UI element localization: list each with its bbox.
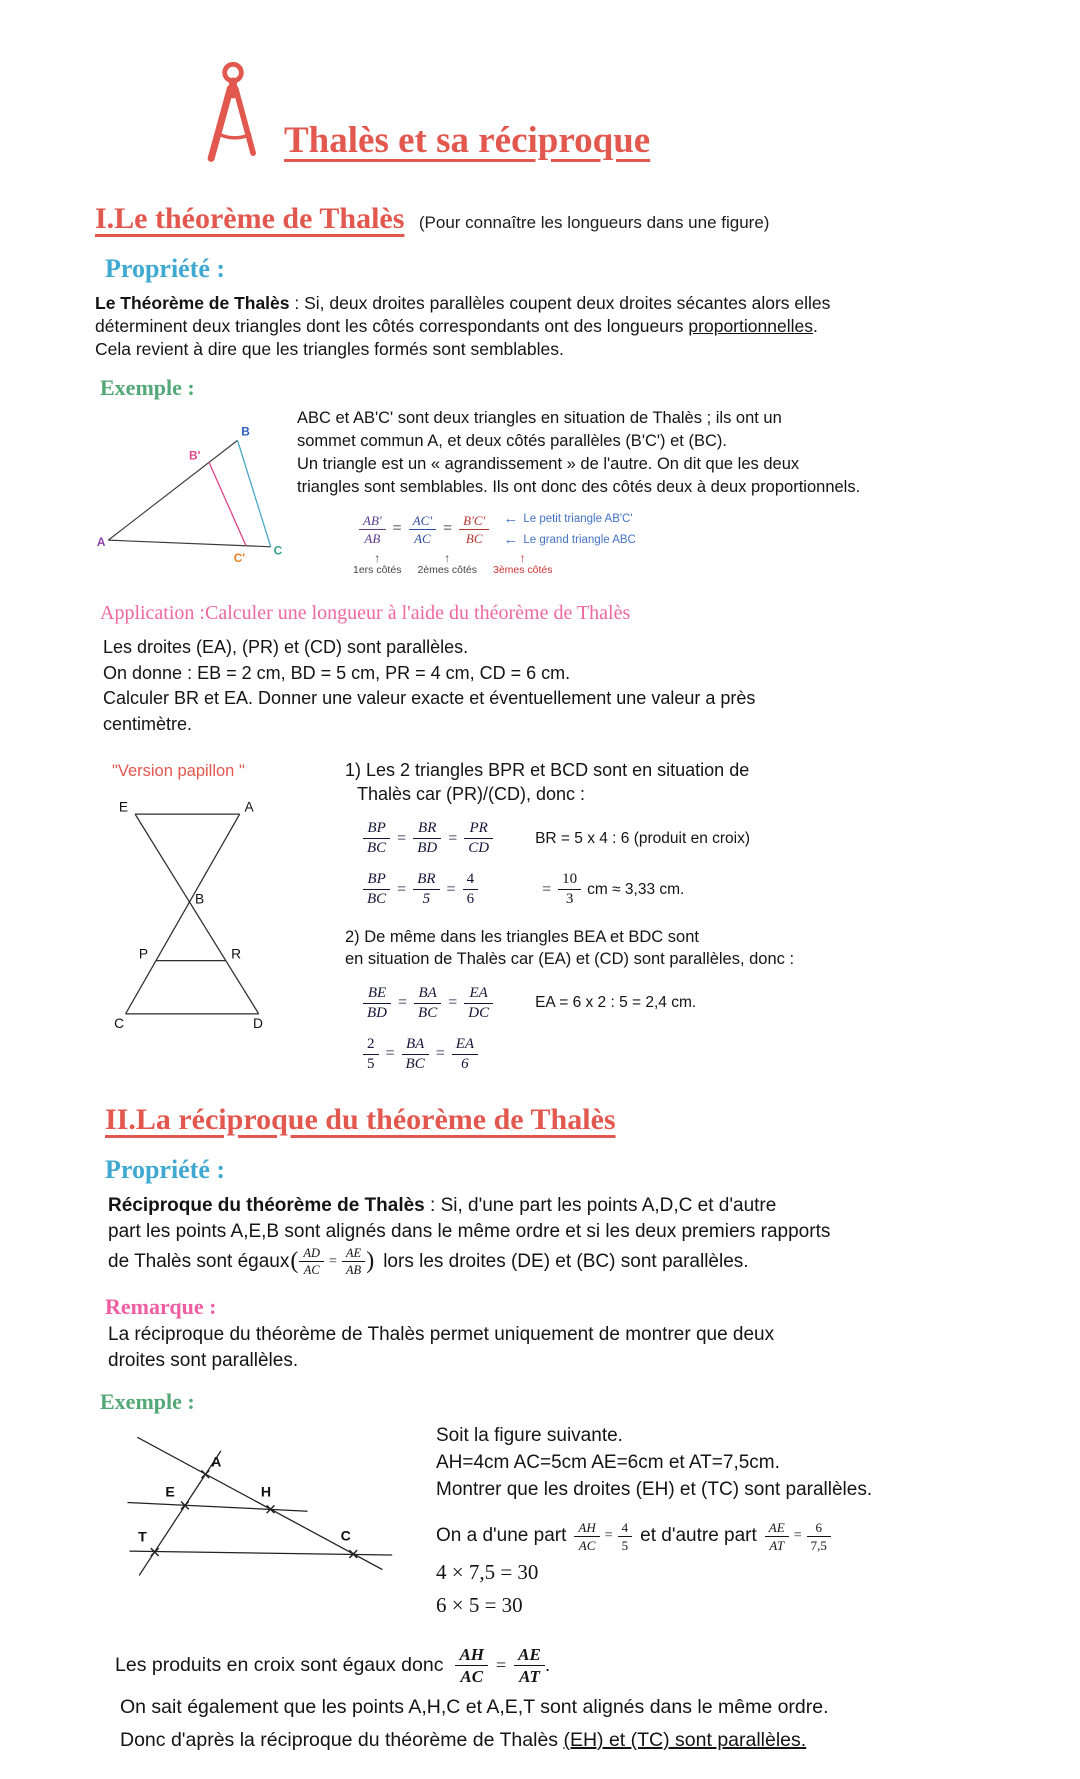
- point-label-b: B: [241, 424, 250, 439]
- equals-sign: =: [446, 880, 456, 898]
- calc1-result: [535, 871, 794, 908]
- fraction: [463, 871, 479, 908]
- cote-text: 3èmes côtés: [492, 564, 553, 577]
- text-line: 1) Les 2 triangles BPR et BCD sont en situation de: [345, 759, 750, 780]
- text-span: déterminent deux triangles dont les côtés correspondants ont des longueurs: [95, 316, 689, 337]
- numerator: AB': [359, 513, 386, 530]
- denominator: BC: [405, 1055, 425, 1072]
- point-label-c: C: [273, 543, 283, 558]
- numerator: BR: [413, 820, 441, 839]
- reciprocal-text-column: [436, 1423, 872, 1620]
- cross-product-2: 6 × 5 = 30: [436, 1592, 523, 1617]
- calc1-block: [363, 820, 794, 908]
- text-line: Les droites (EA), (PR) et (CD) sont parallèles.: [103, 637, 469, 658]
- cote-text: 1ers côtés: [353, 564, 402, 577]
- denominator: AC: [460, 1667, 484, 1687]
- text-line: [95, 292, 1080, 315]
- triangle-example-text: [297, 407, 860, 576]
- compass-icon-svg: [198, 56, 268, 168]
- point-label-b: B: [195, 891, 205, 907]
- denominator: BC: [367, 840, 387, 857]
- denominator: AC: [303, 1263, 320, 1278]
- cote-label-3: [493, 552, 553, 576]
- fraction-6-75: [807, 1520, 831, 1553]
- equals-sign: =: [329, 1253, 337, 1269]
- thales-ratio-formula: [353, 510, 860, 577]
- ratio-row: [359, 510, 860, 548]
- compass-arc: [216, 133, 249, 138]
- equals-sign: =: [604, 1528, 613, 1544]
- denominator: 6: [466, 891, 475, 908]
- text-line: ABC et AB'C' sont deux triangles en situation de Thalès ; ils ont un: [297, 409, 782, 428]
- theorem-name: Le Théorème de Thalès: [95, 293, 290, 313]
- calculation-column: [345, 758, 794, 1077]
- segment-ed: [135, 814, 259, 1014]
- line-eh: [127, 1502, 307, 1511]
- numerator: BR: [413, 871, 439, 890]
- text-span: Donc d'après la réciproque du théorème de Thalès: [120, 1729, 564, 1752]
- text-line: Calculer BR et EA. Donner une valeur exacte et éventuellement une valeur a près: [103, 688, 756, 709]
- numerator: 4: [463, 871, 479, 890]
- calc1-equation-1: [363, 820, 493, 857]
- cote-label-1: [353, 552, 401, 576]
- calc2-equation-1: [363, 985, 493, 1022]
- page-title: Thalès et sa réciproque: [284, 120, 651, 161]
- point-label-d: D: [253, 1015, 263, 1030]
- open-paren: (: [290, 1248, 299, 1275]
- denominator: BC: [367, 891, 387, 908]
- text-line: [95, 338, 1080, 361]
- numerator: AE: [514, 1645, 545, 1666]
- arrow-label-text: Le grand triangle ABC: [523, 534, 636, 547]
- underlined-conclusion: (EH) et (TC) sont parallèles.: [563, 1729, 807, 1752]
- up-arrow-icon: ↑: [444, 551, 451, 566]
- equals-sign: =: [443, 520, 453, 538]
- secant-ahc: [137, 1437, 382, 1569]
- point-label-c: C: [114, 1015, 125, 1030]
- fraction-ae-at: [765, 1520, 789, 1553]
- point-label-r: R: [231, 946, 242, 962]
- numerator: BP: [363, 820, 390, 839]
- ratio-comparison-line: [436, 1520, 872, 1553]
- fraction-ah-ac: [455, 1645, 488, 1686]
- text-span: : Si, d'une part les points A,D,C et d'autre: [424, 1194, 777, 1216]
- thales-triangle-figure: [95, 421, 285, 569]
- point-label-a: A: [96, 535, 106, 550]
- fraction-ae-at: [514, 1645, 545, 1686]
- text-line: Soit la figure suivante.: [436, 1424, 623, 1446]
- point-label-h: H: [260, 1483, 272, 1500]
- underlined-word: proportionnelles: [688, 316, 813, 337]
- numerator: AC': [409, 513, 436, 530]
- denominator: DC: [468, 1004, 490, 1021]
- numerator: 10: [558, 871, 581, 890]
- left-arrow-icon: ←: [503, 510, 519, 528]
- theorem-statement: [95, 292, 1080, 361]
- fraction: [363, 1036, 379, 1073]
- fraction-ah-ac: [574, 1520, 599, 1553]
- equals-sign: =: [398, 994, 408, 1012]
- text-span: de Thalès sont égaux: [108, 1250, 290, 1272]
- denominator: AB: [364, 530, 381, 546]
- cross-mark-a: [201, 1470, 209, 1478]
- denominator: CD: [468, 840, 490, 857]
- fraction-abprime-ab: [359, 513, 386, 546]
- conclusion-line-2: On sait également que les points A,H,C et A,E,T sont alignés dans le même ordre.: [120, 1696, 829, 1719]
- numerator: AE: [342, 1246, 365, 1263]
- numerator: BP: [363, 871, 390, 890]
- butterfly-figure: [114, 797, 276, 1030]
- fraction: [452, 1036, 478, 1073]
- compass-right-leg: [236, 88, 254, 153]
- point-label-e: E: [165, 1483, 175, 1500]
- numerator: BA: [414, 985, 441, 1004]
- document-header: [0, 0, 1080, 168]
- fraction: [363, 820, 390, 857]
- text-line: part les points A,E,B sont alignés dans le même ordre et si les deux premiers rapports: [108, 1220, 831, 1242]
- ratio-fractions: [359, 513, 489, 546]
- point-label-a: A: [244, 798, 254, 814]
- point-label-c-prime: C': [233, 551, 246, 566]
- text-line: sommet commun A, et deux côtés parallèles (B'C') et (BC).: [297, 432, 727, 451]
- application-worked-example: [112, 759, 1080, 1077]
- fraction-4-5: [618, 1520, 633, 1553]
- up-arrow-icon: ↑: [519, 551, 526, 566]
- denominator: AC: [578, 1537, 596, 1553]
- equals-sign: =: [542, 880, 552, 898]
- equals-sign: =: [397, 829, 407, 847]
- thales-example: [95, 407, 1080, 576]
- text-line: triangles sont semblables. Ils ont donc des côtés deux à deux proportionnels.: [297, 477, 861, 496]
- numerator: BA: [402, 1036, 429, 1055]
- version-papillon-label: "Version papillon ": [112, 761, 245, 780]
- text-span: .: [812, 316, 818, 337]
- fraction: [413, 820, 441, 857]
- text-span: : Si, deux droites parallèles coupent deux droites sécantes alors elles: [289, 293, 831, 313]
- fraction-ad-ac: [299, 1246, 324, 1278]
- fraction: [413, 871, 439, 908]
- denominator: 5: [621, 1537, 629, 1553]
- numerator: PR: [464, 820, 493, 839]
- point-label-c: C: [340, 1527, 351, 1544]
- text-line: centimètre.: [103, 713, 193, 734]
- section1-heading: [95, 202, 1080, 236]
- segment-ac: [126, 814, 240, 1014]
- numerator: AH: [455, 1645, 488, 1666]
- numerator: AH: [574, 1520, 599, 1537]
- cote-text: 2èmes côtés: [417, 564, 477, 577]
- text-line: en situation de Thalès car (EA) et (CD) sont parallèles, donc :: [345, 950, 795, 969]
- numerator: BE: [363, 985, 391, 1004]
- arrow-label-text: Le petit triangle AB'C': [523, 513, 633, 526]
- calc1-note: BR = 5 x 4 : 6 (produit en croix): [535, 829, 751, 847]
- denominator: BD: [417, 840, 438, 857]
- calc2-note: EA = 6 x 2 : 5 = 2,4 cm.: [535, 994, 697, 1012]
- fraction-acprime-ac: [409, 513, 436, 546]
- reciprocal-example: [108, 1423, 1080, 1620]
- triangle-figure-wrap: [95, 421, 285, 569]
- denominator: AB: [345, 1263, 362, 1278]
- compass-left-leg: [211, 88, 230, 158]
- text-span: lors les droites (DE) et (BC) sont parallèles.: [383, 1250, 749, 1272]
- segment-ac: [108, 540, 270, 547]
- text-line: 2) De même dans les triangles BEA et BDC sont: [345, 928, 699, 947]
- fraction: [414, 985, 441, 1022]
- text-span: Les produits en croix sont égaux donc: [115, 1654, 444, 1677]
- calc2-equation-2: [363, 1036, 493, 1073]
- propriete-label-2: Propriété :: [105, 1154, 226, 1184]
- segment-ab: [108, 441, 237, 541]
- exemple-label-1: Exemple :: [100, 375, 195, 401]
- section1-note: (Pour connaître les longueurs dans une figure): [418, 213, 770, 232]
- point-label-e: E: [118, 798, 129, 814]
- numerator: 2: [363, 1036, 379, 1055]
- text-span: et d'autre part: [640, 1525, 757, 1547]
- numerator: AE: [765, 1520, 789, 1537]
- section2-title: II.La réciproque du théorème de Thalès: [105, 1102, 616, 1136]
- denominator: BC: [418, 1004, 438, 1021]
- ratio-arrow-labels: [503, 510, 636, 548]
- compass-icon: [198, 56, 268, 168]
- denominator: 3: [565, 891, 574, 908]
- up-arrow-icon: ↑: [374, 551, 381, 566]
- point-label-a: A: [211, 1453, 222, 1470]
- reciprocal-figure: [108, 1437, 400, 1601]
- conclusion-line-3: [120, 1729, 1080, 1752]
- fraction: [363, 871, 390, 908]
- numerator: 4: [618, 1520, 633, 1537]
- fraction: [464, 985, 493, 1022]
- text-line: La réciproque du théorème de Thalès permet uniquement de montrer que deux: [108, 1324, 775, 1346]
- text-span: .: [544, 1654, 551, 1677]
- fraction: [464, 820, 493, 857]
- segment-bprime-cprime: [209, 463, 246, 547]
- fraction: [402, 1036, 429, 1073]
- text-line: droites sont parallèles.: [108, 1350, 299, 1372]
- numerator: B'C': [459, 513, 489, 530]
- denominator: BC: [465, 530, 483, 546]
- equals-sign: =: [448, 829, 458, 847]
- text-span: Cela revient à dire que les triangles formés sont semblables.: [95, 339, 564, 360]
- numerator: AD: [299, 1246, 324, 1263]
- fraction-ae-ab: [342, 1246, 365, 1278]
- text-line: AH=4cm AC=5cm AE=6cm et AT=7,5cm.: [436, 1451, 780, 1473]
- denominator: AC: [414, 530, 431, 546]
- calc1-equation-2: [363, 871, 493, 908]
- cotes-labels: [353, 552, 860, 576]
- propriete-label-1: Propriété :: [105, 254, 226, 283]
- arrow-label-big-triangle: [503, 531, 636, 548]
- section2-heading: [105, 1103, 1080, 1137]
- text-line: On donne : EB = 2 cm, BD = 5 cm, PR = 4 cm, CD = 6 cm.: [103, 662, 571, 683]
- text-line-with-fractions: [108, 1245, 1080, 1278]
- text-line: Montrer que les droites (EH) et (TC) sont parallèles.: [436, 1478, 873, 1500]
- close-paren: ): [366, 1248, 375, 1275]
- reciprocal-statement: [108, 1193, 1080, 1279]
- denominator: AT: [519, 1667, 540, 1687]
- point-label-b-prime: B': [189, 448, 201, 463]
- text-span: On a d'une part: [436, 1525, 567, 1547]
- fraction-bprimecprime-bc: [459, 513, 489, 546]
- equals-sign: =: [496, 1655, 507, 1676]
- denominator: AT: [769, 1537, 785, 1553]
- conclusion-equation: [115, 1645, 1080, 1686]
- denominator: 5: [367, 1055, 375, 1072]
- denominator: 7,5: [810, 1537, 827, 1553]
- fraction: [363, 985, 391, 1022]
- section1-title: I.Le théorème de Thalès: [95, 202, 405, 235]
- left-arrow-icon: ←: [503, 531, 519, 549]
- equals-sign: =: [448, 994, 458, 1012]
- butterfly-figure-wrap: [112, 762, 307, 1030]
- cross-product-1: 4 × 7,5 = 30: [436, 1559, 539, 1584]
- text-line: [95, 315, 1080, 338]
- point-label-p: P: [138, 946, 149, 962]
- application-statement: [103, 635, 1080, 737]
- remarque-label: Remarque :: [105, 1294, 217, 1320]
- equals-sign: =: [397, 880, 407, 898]
- denominator: 6: [461, 1055, 469, 1072]
- secant-aet: [139, 1451, 221, 1576]
- numerator: 6: [807, 1520, 831, 1537]
- denominator: 5: [422, 891, 431, 908]
- cote-label-2: [417, 552, 477, 576]
- numerator: EA: [452, 1036, 478, 1055]
- text-line: Thalès car (PR)/(CD), donc :: [357, 783, 586, 804]
- equals-sign: =: [435, 1045, 445, 1063]
- fraction: [558, 871, 581, 908]
- equals-sign: =: [385, 1045, 395, 1063]
- result-text: cm ≈ 3,33 cm.: [587, 880, 685, 898]
- denominator: BD: [367, 1004, 387, 1021]
- arrow-label-small-triangle: [503, 510, 636, 527]
- equals-sign: =: [793, 1528, 802, 1544]
- numerator: EA: [464, 985, 493, 1004]
- exemple-label-2: Exemple :: [100, 1388, 195, 1414]
- text-line: [108, 1193, 1080, 1219]
- text-line: Un triangle est un « agrandissement » de l'autre. On dit que les deux: [297, 454, 800, 473]
- reciprocal-name: Réciproque du théorème de Thalès: [108, 1194, 425, 1216]
- calc2-block: [363, 985, 794, 1073]
- point-label-t: T: [138, 1528, 147, 1545]
- remarque-text: [108, 1322, 1080, 1374]
- application-label: Application :Calculer une longueur à l'aide du théorème de Thalès: [100, 602, 631, 625]
- segment-bc: [238, 441, 271, 547]
- equals-sign: =: [392, 520, 402, 538]
